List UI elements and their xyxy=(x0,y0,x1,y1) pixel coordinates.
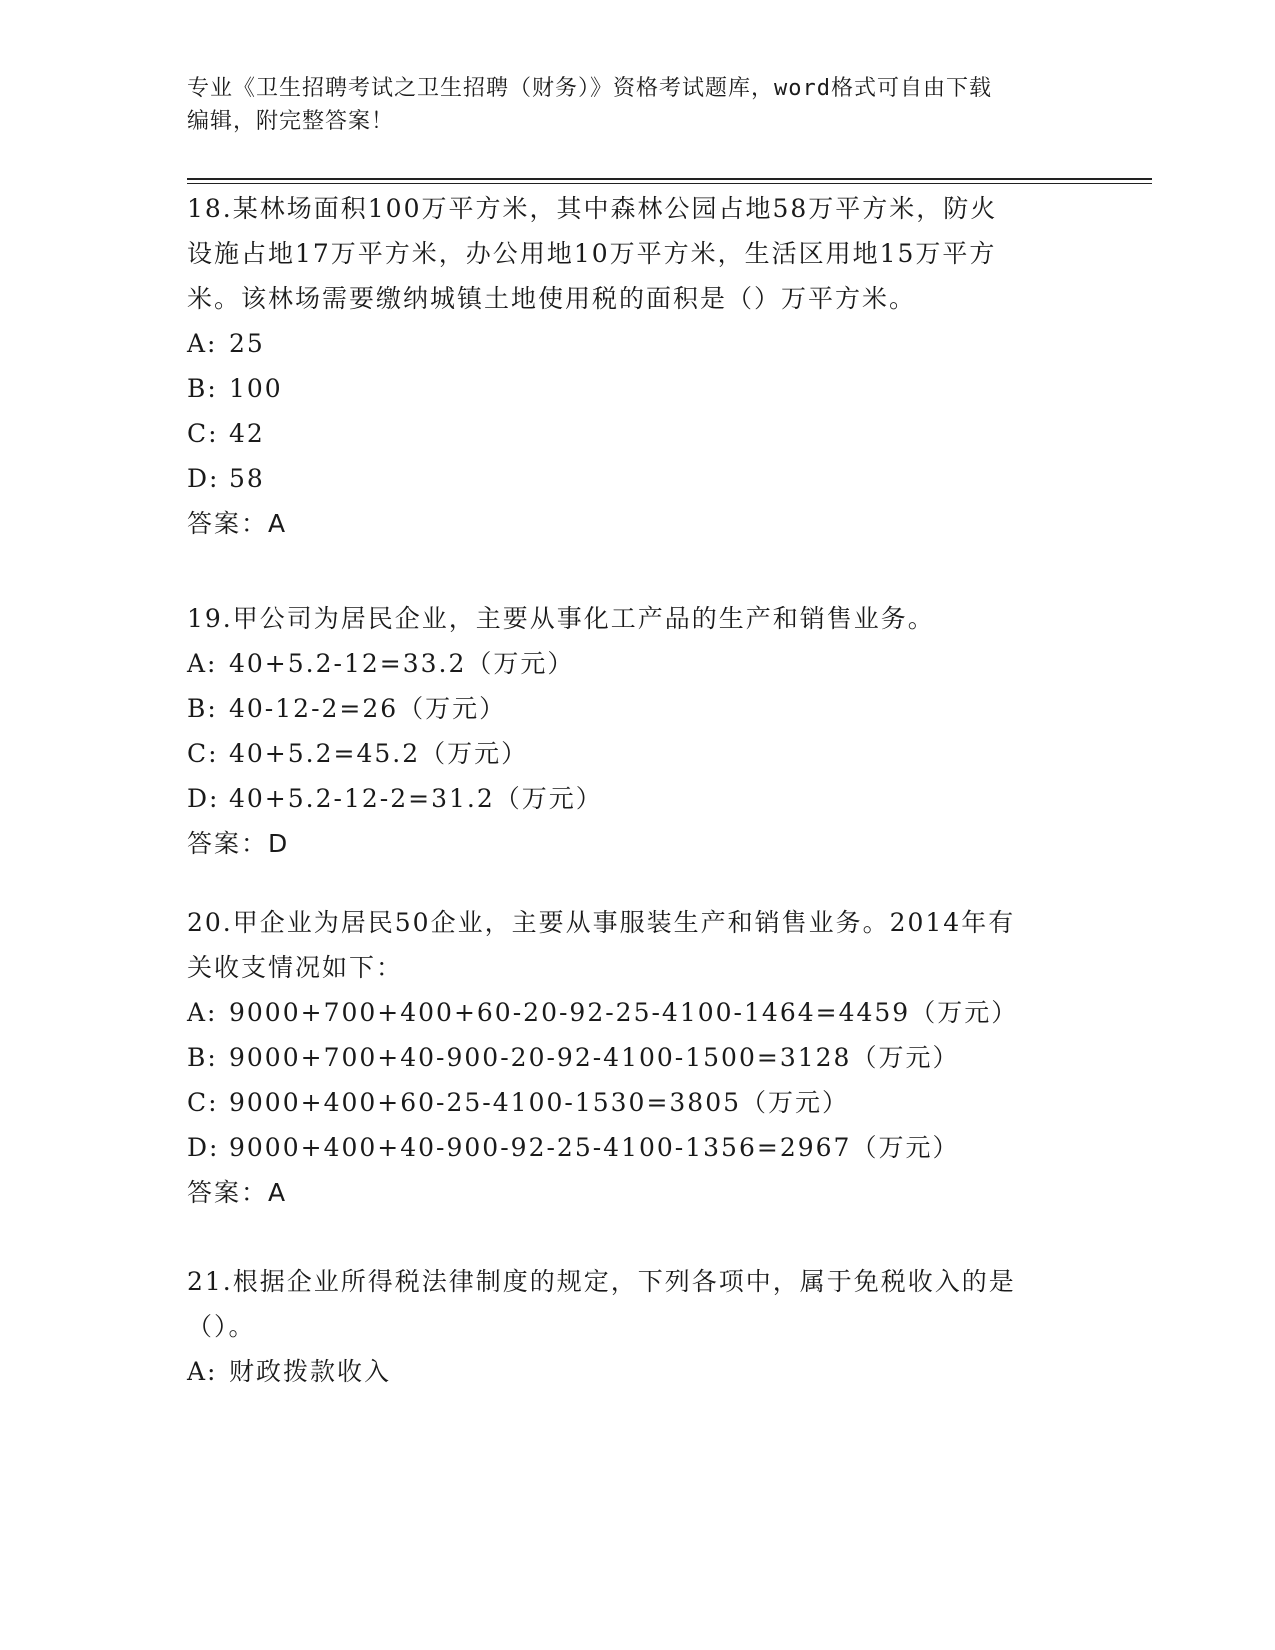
question-19 xyxy=(187,596,1067,866)
question-stem xyxy=(187,1259,1067,1349)
answer: 答案：A xyxy=(187,509,288,538)
option-c xyxy=(187,411,1067,456)
option-text: 58 xyxy=(229,464,265,493)
stem-line: 米。该林场需要缴纳城镇土地使用税的面积是（）万平方米。 xyxy=(187,284,917,313)
option-key: A: xyxy=(187,649,218,678)
option-b xyxy=(187,1035,1067,1080)
option-d xyxy=(187,456,1067,501)
stem-line: 20.甲企业为居民50企业，主要从事服装生产和销售业务。2014年有 xyxy=(187,908,1016,937)
question-stem xyxy=(187,596,1067,641)
option-key: C: xyxy=(187,739,219,768)
option-key: D: xyxy=(187,464,220,493)
option-d xyxy=(187,1125,1067,1170)
option-text: 42 xyxy=(229,419,265,448)
option-text: 9000+400+40-900-92-25-4100-1356=2967（万元） xyxy=(229,1133,960,1162)
option-text: 25 xyxy=(229,329,265,358)
answer: 答案：A xyxy=(187,1178,288,1207)
option-key: D: xyxy=(187,784,220,813)
option-a xyxy=(187,641,1067,686)
option-a xyxy=(187,1349,1067,1394)
question-20 xyxy=(187,900,1067,1215)
option-a xyxy=(187,321,1067,366)
option-key: A: xyxy=(187,1357,218,1386)
stem-line: 21.根据企业所得税法律制度的规定，下列各项中，属于免税收入的是 xyxy=(187,1267,1016,1296)
option-c xyxy=(187,731,1067,776)
stem-line: （）。 xyxy=(187,1312,256,1341)
option-text: 40+5.2-12-2=31.2（万元） xyxy=(229,784,603,813)
option-d xyxy=(187,776,1067,821)
option-key: C: xyxy=(187,1088,219,1117)
option-b xyxy=(187,366,1067,411)
option-key: B: xyxy=(187,1043,218,1072)
stem-line: 设施占地17万平方米，办公用地10万平方米，生活区用地15万平方 xyxy=(187,239,997,268)
option-a xyxy=(187,990,1067,1035)
option-text: 40-12-2=26（万元） xyxy=(229,694,507,723)
option-text: 40+5.2-12=33.2（万元） xyxy=(229,649,575,678)
header-rule-thin xyxy=(187,183,1152,184)
option-text: 9000+400+60-25-4100-1530=3805（万元） xyxy=(229,1088,850,1117)
question-stem xyxy=(187,186,1067,321)
option-text: 100 xyxy=(229,374,283,403)
option-text: 9000+700+400+60-20-92-25-4100-1464=4459（万元） xyxy=(229,998,1019,1027)
option-key: B: xyxy=(187,694,218,723)
header-line-1: 专业《卫生招聘考试之卫生招聘（财务）》资格考试题库，word格式可自由下载 xyxy=(187,76,992,101)
question-stem xyxy=(187,900,1067,990)
option-c xyxy=(187,1080,1067,1125)
option-key: A: xyxy=(187,998,218,1027)
stem-line: 关收支情况如下： xyxy=(187,953,404,982)
stem-line: 18.某林场面积100万平方米，其中森林公园占地58万平方米，防火 xyxy=(187,194,998,223)
option-text: 9000+700+40-900-20-92-4100-1500=3128（万元） xyxy=(229,1043,960,1072)
option-b xyxy=(187,686,1067,731)
stem-line: 19.甲公司为居民企业，主要从事化工产品的生产和销售业务。 xyxy=(187,604,935,633)
question-18 xyxy=(187,186,1067,546)
option-text: 财政拨款收入 xyxy=(229,1357,392,1386)
question-21 xyxy=(187,1259,1067,1394)
document-header xyxy=(187,72,1067,138)
option-key: A: xyxy=(187,329,218,358)
header-line-2: 编辑，附完整答案！ xyxy=(187,109,395,134)
answer: 答案：D xyxy=(187,829,290,858)
option-text: 40+5.2=45.2（万元） xyxy=(229,739,529,768)
option-key: C: xyxy=(187,419,219,448)
header-rule-thick xyxy=(187,178,1152,180)
option-key: D: xyxy=(187,1133,220,1162)
option-key: B: xyxy=(187,374,218,403)
